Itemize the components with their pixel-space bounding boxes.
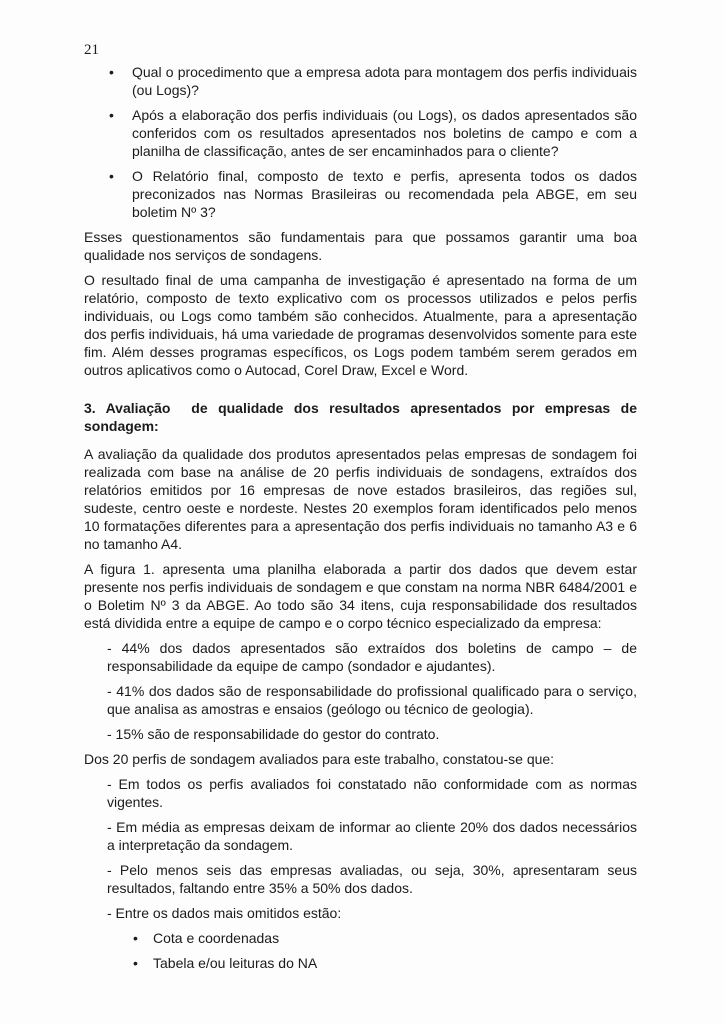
- paragraph-result: O resultado final de uma campanha de investigação é apresentado na forma de um relatório, composto de texto explicativo com os processos utilizados e pelos perfis individuais, ou Logs como também são conhecidos. Atualmente, para a apresentação dos perfis individuais, há uma variedade de programas desenvolvidos somente para este fim. Além desses programas específicos, os Logs podem também serem gerados em outros aplicativos como o Autocad, Corel Draw, Excel e Word.: [84, 272, 637, 378]
- paragraph-evaluation: A avaliação da qualidade dos produtos apresentados pelas empresas de sondagem foi realizada com base na análise de 20 perfis individuais de sondagens, extraídos dos relatórios emitidos por 16 empresas de nove estados brasileiros, das regiões sul, sudeste, centro oeste e nordeste. Nestes 20 exemplos foram identificados pelo menos 10 formatações diferentes para a apresentação dos perfis individuais no tamanho A3 e 6 no tamanho A4.: [84, 446, 637, 552]
- question-text: Após a elaboração dos perfis individuais (ou Logs), os dados apresentados são conferidos com os resultados apresentados nos boletins de campo e com a planilha de classificação, antes de ser encaminhados para o cliente?: [132, 107, 637, 159]
- page-number: 21: [84, 42, 99, 58]
- bullet-icon: •: [133, 955, 138, 971]
- paragraph-quality: Esses questionamentos são fundamentais para que possamos garantir uma boa qualidade nos serviços de sondagens.: [84, 229, 637, 263]
- dash-item: - 41% dos dados são de responsabilidade do profissional qualificado para o serviço, que analisa as amostras e ensaios (geólogo ou técnico de geologia).: [107, 683, 637, 717]
- list-item: [84, 106, 637, 160]
- dash-item: - Pelo menos seis das empresas avaliadas, ou seja, 30%, apresentaram seus resultados, faltando entre 35% a 50% dos dados.: [107, 862, 637, 896]
- list-item: [84, 63, 637, 99]
- paragraph-findings-intro: Dos 20 perfis de sondagem avaliados para este trabalho, constatou-se que:: [84, 751, 555, 767]
- question-text: Qual o procedimento que a empresa adota para montagem dos perfis individuais (ou Logs)?: [132, 64, 637, 98]
- bullet-icon: •: [109, 107, 114, 123]
- omitted-item-text: Tabela e/ou leituras do NA: [153, 955, 318, 971]
- bullet-icon: •: [133, 930, 138, 946]
- list-item: [84, 929, 637, 947]
- dash-item: - 44% dos dados apresentados são extraídos dos boletins de campo – de responsabilidade da equipe de campo (sondador e ajudantes).: [107, 640, 637, 674]
- question-bullet-list: [84, 63, 637, 221]
- list-item: [84, 167, 637, 221]
- omitted-item-text: Cota e coordenadas: [153, 930, 280, 946]
- dash-item: - Entre os dados mais omitidos estão:: [107, 905, 342, 921]
- dash-item: - 15% são de responsabilidade do gestor do contrato.: [107, 726, 440, 742]
- paragraph-figure: A figura 1. apresenta uma planilha elaborada a partir dos dados que devem estar presente nos perfis individuais de sondagem e que constam na norma NBR 6484/2001 e o Boletim Nº 3 da ABGE. Ao todo são 34 itens, cuja responsabilidade dos resultados está dividida entre a equipe de campo e o corpo técnico especializado da empresa:: [84, 561, 637, 631]
- dash-item: - Em média as empresas deixam de informar ao cliente 20% dos dados necessários a interpretação da sondagem.: [107, 819, 637, 853]
- responsibility-dash-list: [84, 639, 637, 743]
- bullet-icon: •: [109, 64, 114, 80]
- omitted-data-bullet-list: [84, 929, 637, 972]
- dash-item: - Em todos os perfis avaliados foi constatado não conformidade com as normas vigentes.: [107, 776, 637, 810]
- list-item: [84, 954, 637, 972]
- bullet-icon: •: [109, 168, 114, 184]
- findings-dash-list: [84, 775, 637, 922]
- section-heading: 3. Avaliação de qualidade dos resultados apresentados por empresas de sondagem:: [84, 400, 641, 434]
- question-text: O Relatório final, composto de texto e perfis, apresenta todos os dados preconizados nas Normas Brasileiras ou recomendada pela ABGE, em seu boletim Nº 3?: [132, 168, 637, 220]
